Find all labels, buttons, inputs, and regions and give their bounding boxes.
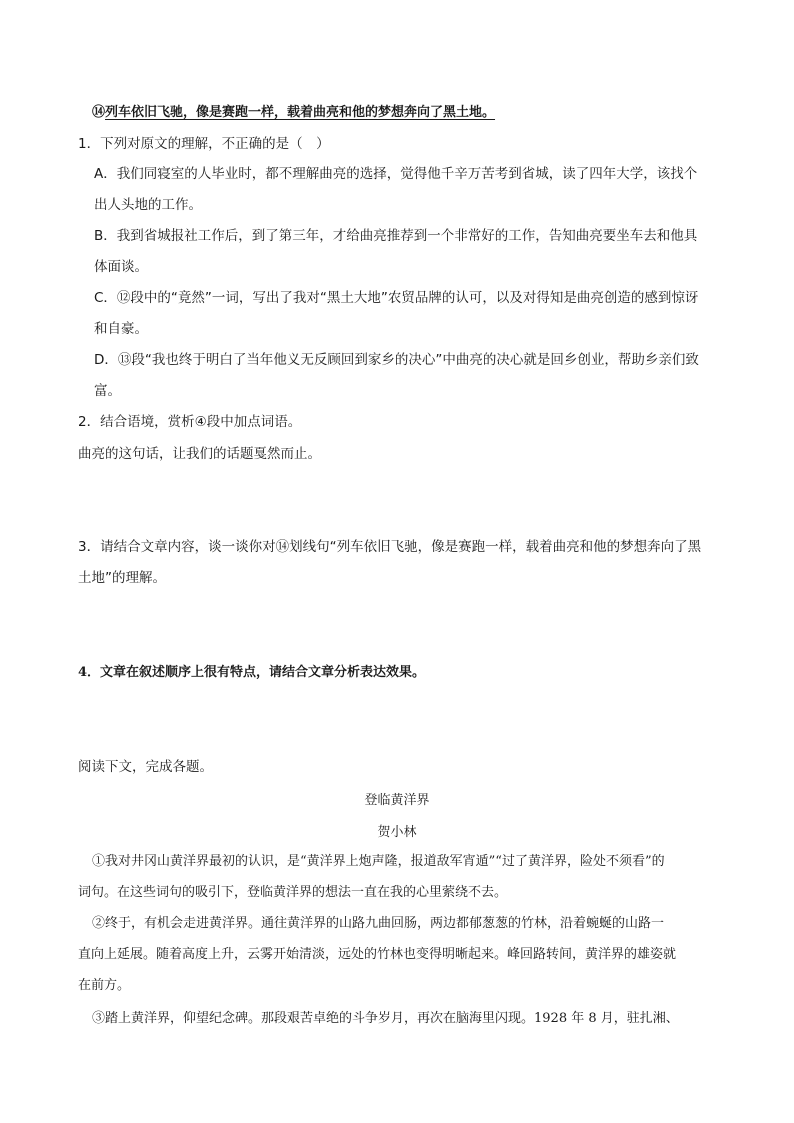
question-1-stem: 1．下列对原文的理解，不正确的是（ ）	[78, 136, 330, 152]
paragraph-1-line-1: ①我对井冈山黄洋界最初的认识，是“黄洋界上炮声隆，报道敌军宵遁”“过了黄洋界，险处不须看”的	[92, 854, 665, 869]
question-3-line-2: 土地”的理解。	[78, 570, 166, 586]
option-b-line-1: B．我到省城报社工作后，到了第三年，才给曲亮推荐到一个非常好的工作，告知曲亮要坐车去和他具	[94, 228, 698, 244]
paragraph-2-line-3: 在前方。	[78, 978, 131, 993]
highlighted-sentence	[92, 106, 495, 119]
paragraph-1-line-2: 词句。在这些词句的吸引下，登临黄洋界的想法一直在我的心里萦绕不去。	[78, 885, 508, 900]
question-3-line-1: 3．请结合文章内容，谈一谈你对⑭划线句“列车依旧飞驰，像是赛跑一样，载着曲亮和他的梦想奔向了黑	[78, 539, 702, 555]
underlined-text: 列车依旧飞驰，像是赛跑一样，载着曲亮和他的梦想奔向了黑土地。	[105, 105, 496, 120]
paragraph-2-line-1: ②终于，有机会走进黄洋界。通往黄洋界的山路九曲回肠，两边都郁葱葱的竹林，沿着蜿蜒的山路一	[92, 916, 665, 931]
question-2-quote: 曲亮的这句话，让我们的话题戛然而止。	[78, 446, 321, 462]
option-a-line-2: 出人头地的工作。	[94, 197, 202, 213]
passage-author: 贺小林	[377, 825, 417, 840]
question-4: 4．文章在叙述顺序上很有特点，请结合文章分析表达效果。	[78, 665, 426, 680]
question-2-stem: 2．结合语境，赏析④段中加点词语。	[78, 414, 302, 430]
paragraph-2-line-2: 直向上延展。随着高度上升，云雾开始清淡，远处的竹林也变得明晰起来。峰回路转间，黄洋界的雄姿就	[78, 947, 677, 962]
option-a-line-1: A．我们同寝室的人毕业时，都不理解曲亮的选择，觉得他千辛万苦考到省城，读了四年大学，该找个	[94, 166, 698, 182]
paragraph-3-line-1: ③踏上黄洋界，仰望纪念碑。那段艰苦卓绝的斗争岁月，再次在脑海里闪现。1928 年 8 月，驻扎湘、	[92, 1011, 679, 1026]
option-d-line-2: 富。	[94, 383, 121, 399]
option-c-line-2: 和自豪。	[94, 321, 148, 337]
passage-intro: 阅读下文，完成各题。	[78, 759, 213, 775]
option-c-line-1: C．⑫段中的“竟然”一词，写出了我对“黑土大地”农贸品牌的认可，以及对得知是曲亮创造的感到惊讶	[94, 290, 699, 306]
option-d-line-1: D．⑬段“我也终于明白了当年他义无反顾回到家乡的决心”中曲亮的决心就是回乡创业，帮助乡亲们致	[94, 352, 699, 368]
option-b-line-2: 体面谈。	[94, 259, 148, 275]
paragraph-number: ⑭	[92, 105, 106, 120]
passage-title: 登临黄洋界	[364, 793, 430, 808]
